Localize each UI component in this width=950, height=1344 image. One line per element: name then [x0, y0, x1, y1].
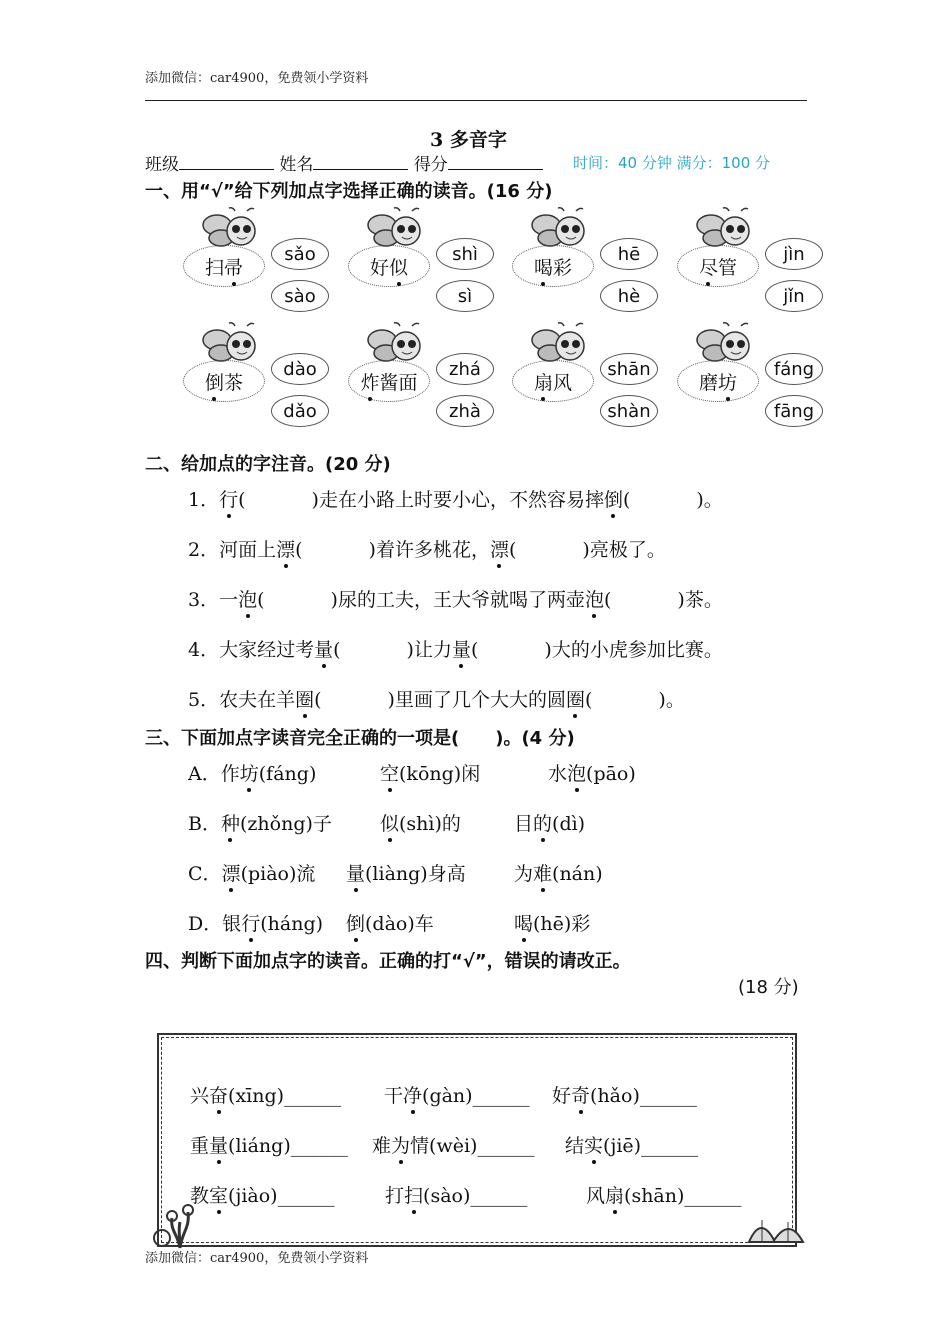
- student-info: [145, 150, 543, 175]
- dotted-char: 泡: [567, 759, 586, 786]
- pinyin-choice[interactable]: jìn: [765, 238, 823, 270]
- option-d[interactable]: [188, 909, 323, 936]
- paren-open: (: [622, 489, 631, 511]
- item-pinyin: (wèi): [429, 1135, 478, 1157]
- answer-blank[interactable]: ______: [641, 1135, 699, 1157]
- score-label: 得分: [413, 155, 448, 175]
- word-text: 情: [410, 1135, 430, 1157]
- word-text: 扫: [204, 256, 224, 279]
- dotted-char: 扇: [534, 368, 553, 395]
- item-pinyin: (xīng): [228, 1085, 285, 1107]
- section2-q3: [188, 585, 723, 612]
- word-text: 风: [586, 1185, 606, 1207]
- word-text: 重: [190, 1135, 210, 1157]
- opt-text: 作: [220, 763, 240, 785]
- judge-item: [385, 1181, 527, 1208]
- answer-blank[interactable]: ______: [684, 1185, 742, 1207]
- opt-pinyin: (dào)车: [365, 913, 434, 935]
- judge-item: [190, 1081, 341, 1108]
- bee-icon: [199, 205, 261, 251]
- pinyin-choice[interactable]: sǎo: [271, 238, 329, 270]
- option-a[interactable]: [188, 759, 316, 786]
- time-limit: 时间：40 分钟 满分：100 分: [573, 154, 771, 172]
- dotted-char: 喝: [514, 909, 533, 936]
- q-text: )让力: [406, 639, 452, 661]
- q-text: 河面上: [219, 539, 277, 561]
- pinyin-choice[interactable]: shàn: [600, 395, 658, 427]
- dotted-char: 扫: [404, 1181, 423, 1208]
- option-label: A．: [188, 763, 221, 785]
- section2-q5: [188, 685, 685, 712]
- dotted-char: 量: [346, 859, 365, 886]
- judge-item: [372, 1131, 534, 1158]
- opt-text: 为: [514, 863, 534, 885]
- score-field[interactable]: [448, 153, 543, 170]
- q-text: )尿的工夫，王大爷就喝了两壶: [330, 589, 585, 611]
- dotted-char: 行: [241, 909, 260, 936]
- word-text: 好: [552, 1085, 572, 1107]
- word-oval: [677, 245, 759, 287]
- option-d-word2: [346, 909, 434, 936]
- option-label: D．: [188, 913, 223, 935]
- q-text: )走在小路上时要小心，不然容易摔: [311, 489, 604, 511]
- answer-blank[interactable]: ______: [277, 1185, 335, 1207]
- bee-icon: [528, 205, 590, 251]
- option-a-word3: [548, 759, 636, 786]
- dotted-char: 泡: [585, 585, 604, 612]
- bee-icon: [199, 320, 261, 366]
- paren-open: (: [584, 689, 593, 711]
- dotted-char: 实: [584, 1131, 603, 1158]
- word-text: 磨: [698, 371, 718, 394]
- opt-pinyin: (kōng)闲: [399, 763, 481, 785]
- opt-pinyin: (hē)彩: [533, 913, 591, 935]
- dotted-char: 奇: [571, 1081, 590, 1108]
- item-pinyin: (jiē): [603, 1135, 642, 1157]
- dotted-char: 量: [452, 635, 471, 662]
- bee-icon: [693, 205, 755, 251]
- dotted-char: 净: [403, 1081, 422, 1108]
- pinyin-choice[interactable]: sào: [271, 280, 329, 312]
- pinyin-choice[interactable]: hè: [600, 280, 658, 312]
- word-oval: [512, 360, 594, 402]
- pinyin-choice[interactable]: fāng: [765, 395, 823, 427]
- dotted-char: 圈: [295, 685, 314, 712]
- paren-open: (: [470, 639, 479, 661]
- option-a-word2: [380, 759, 480, 786]
- opt-text: 银: [222, 913, 242, 935]
- class-label: 班级: [145, 155, 179, 175]
- header-rule: [145, 100, 807, 101]
- opt-pinyin: (zhǒng)子: [239, 813, 332, 835]
- item-pinyin: (shān): [624, 1185, 685, 1207]
- dotted-char: 似: [389, 253, 408, 280]
- q-text: )茶。: [677, 589, 723, 611]
- opt-pinyin: (piào)流: [240, 863, 316, 885]
- word-oval: [348, 245, 430, 287]
- option-c-word3: [514, 859, 603, 886]
- dotted-char: 坊: [718, 368, 737, 395]
- shell-icon: [745, 1212, 807, 1246]
- item-pinyin: (liáng): [228, 1135, 291, 1157]
- word-text: 难: [372, 1135, 392, 1157]
- opt-text: 目: [514, 813, 534, 835]
- dotted-char: 量: [314, 635, 333, 662]
- section2-heading: 二、给加点的字注音。(20 分): [145, 454, 391, 475]
- word-text: 管: [718, 256, 738, 279]
- judge-item: [190, 1181, 335, 1208]
- word-text: 打: [385, 1185, 405, 1207]
- paren-open: (: [314, 689, 322, 711]
- opt-pinyin: (nán): [552, 863, 603, 885]
- opt-pinyin: (pāo): [586, 763, 636, 785]
- paren-open: (: [603, 589, 612, 611]
- q-text: 一: [219, 589, 239, 611]
- opt-pinyin: (shì)的: [399, 813, 461, 835]
- name-field[interactable]: [313, 153, 408, 170]
- q-text: )。: [696, 489, 723, 511]
- section4-points: (18 分): [738, 977, 799, 998]
- dotted-char: 帚: [224, 253, 243, 280]
- paren-open: (: [295, 539, 303, 561]
- dotted-char: 难: [533, 859, 552, 886]
- bee-icon: [528, 320, 590, 366]
- dotted-char: 为: [391, 1131, 410, 1158]
- pinyin-choice[interactable]: zhá: [436, 353, 494, 385]
- word-text: 干: [384, 1085, 404, 1107]
- option-label: C．: [188, 863, 222, 885]
- word-oval: [348, 360, 430, 402]
- dotted-char: 奋: [209, 1081, 228, 1108]
- dotted-char: 尽: [699, 253, 718, 280]
- q-number: 5．: [188, 689, 220, 711]
- pinyin-choice[interactable]: fáng: [765, 353, 823, 385]
- section1-heading: 一、用“√”给下列加点字选择正确的读音。(16 分): [145, 181, 553, 202]
- word-oval: [183, 245, 265, 287]
- item-pinyin: (sào): [423, 1185, 471, 1207]
- option-c[interactable]: [188, 859, 315, 886]
- word-oval: [677, 360, 759, 402]
- section2-q1: [188, 485, 723, 512]
- section3-heading: 三、下面加点字读音完全正确的一项是( )。(4 分): [145, 728, 575, 749]
- item-pinyin: (jiào): [228, 1185, 278, 1207]
- paren-open: (: [257, 589, 265, 611]
- paren-open: (: [508, 539, 517, 561]
- q-text: 大家经过考: [219, 639, 315, 661]
- option-b-word2: [380, 809, 461, 836]
- dotted-char: 喝: [534, 253, 553, 280]
- option-c-word2: [346, 859, 466, 886]
- pinyin-choice[interactable]: shān: [600, 353, 658, 385]
- paren-open: (: [238, 489, 246, 511]
- judge-item: [565, 1131, 698, 1158]
- judge-item: [384, 1081, 530, 1108]
- section2-q2: [188, 535, 666, 562]
- item-pinyin: (gàn): [422, 1085, 473, 1107]
- option-label: B．: [188, 813, 221, 835]
- pinyin-choice[interactable]: sì: [436, 280, 494, 312]
- q-text: )亮极了。: [582, 539, 666, 561]
- dotted-char: 的: [533, 809, 552, 836]
- answer-blank[interactable]: ______: [472, 1085, 530, 1107]
- dotted-char: 倒: [346, 909, 365, 936]
- dotted-char: 量: [209, 1131, 228, 1158]
- answer-blank[interactable]: ______: [284, 1085, 342, 1107]
- name-label: 姓名: [279, 155, 314, 175]
- opt-text: 水: [548, 763, 568, 785]
- word-oval: [512, 245, 594, 287]
- dotted-char: 行: [219, 485, 238, 512]
- q-text: 农夫在羊: [219, 689, 296, 711]
- word-text: 风: [553, 371, 573, 394]
- dotted-char: 坊: [240, 759, 259, 786]
- q-text: )。: [658, 689, 685, 711]
- dotted-char: 漂: [222, 859, 241, 886]
- dotted-char: 圈: [566, 685, 585, 712]
- bee-icon: [364, 320, 426, 366]
- q-number: 3．: [188, 589, 220, 611]
- pinyin-choice[interactable]: shì: [436, 238, 494, 270]
- item-pinyin: (hǎo): [590, 1085, 640, 1107]
- word-text: 兴: [190, 1085, 210, 1107]
- judge-item: [190, 1131, 348, 1158]
- pinyin-choice[interactable]: dǎo: [271, 395, 329, 427]
- class-field[interactable]: [179, 153, 274, 170]
- pinyin-choice[interactable]: dào: [271, 353, 329, 385]
- q-text: )着许多桃花，: [368, 539, 490, 561]
- opt-pinyin: (fáng): [258, 763, 317, 785]
- pinyin-choice[interactable]: hē: [600, 238, 658, 270]
- q-number: 1．: [188, 489, 220, 511]
- answer-blank[interactable]: ______: [477, 1135, 535, 1157]
- option-b-word3: [514, 809, 585, 836]
- dotted-char: 扇: [605, 1181, 624, 1208]
- header-note: 添加微信：car4900，免费领小学资料: [145, 71, 369, 86]
- word-oval: [183, 360, 265, 402]
- dotted-char: 炸: [360, 368, 379, 395]
- dotted-char: 空: [380, 759, 399, 786]
- q-text: )里画了几个大大的圆: [387, 689, 566, 711]
- word-text: 酱面: [379, 371, 418, 394]
- word-text: 好: [369, 256, 389, 279]
- word-text: 结: [565, 1135, 585, 1157]
- dotted-char: 倒: [604, 485, 623, 512]
- word-text: 教: [190, 1185, 210, 1207]
- word-text: 茶: [224, 371, 244, 394]
- paren-open: (: [333, 639, 341, 661]
- page-title: 3 多音字: [430, 129, 507, 151]
- section2-q4: [188, 635, 723, 662]
- pinyin-choice[interactable]: zhà: [436, 395, 494, 427]
- q-number: 2．: [188, 539, 220, 561]
- option-b[interactable]: [188, 809, 332, 836]
- word-text: 彩: [553, 256, 573, 279]
- judge-item: [552, 1081, 697, 1108]
- dotted-char: 漂: [490, 535, 509, 562]
- pinyin-choice[interactable]: jǐn: [765, 280, 823, 312]
- dotted-char: 似: [380, 809, 399, 836]
- dotted-char: 漂: [276, 535, 295, 562]
- answer-blank[interactable]: ______: [470, 1185, 528, 1207]
- dotted-char: 倒: [205, 368, 224, 395]
- q-number: 4．: [188, 639, 220, 661]
- footer-note: 添加微信：car4900，免费领小学资料: [145, 1251, 369, 1266]
- section4-heading: 四、判断下面加点字的读音。正确的打“√”，错误的请改正。: [145, 951, 631, 972]
- opt-pinyin: (liàng)身高: [365, 863, 466, 885]
- dotted-char: 泡: [238, 585, 257, 612]
- bee-icon: [693, 320, 755, 366]
- answer-blank[interactable]: ______: [639, 1085, 697, 1107]
- dotted-char: 室: [209, 1181, 228, 1208]
- bee-icon: [364, 205, 426, 251]
- q-text: )大的小虎参加比赛。: [544, 639, 723, 661]
- dotted-char: 种: [221, 809, 240, 836]
- option-d-word3: [514, 909, 590, 936]
- answer-blank[interactable]: ______: [290, 1135, 348, 1157]
- opt-pinyin: (háng): [260, 913, 324, 935]
- opt-pinyin: (dì): [552, 813, 586, 835]
- judge-item: [586, 1181, 741, 1208]
